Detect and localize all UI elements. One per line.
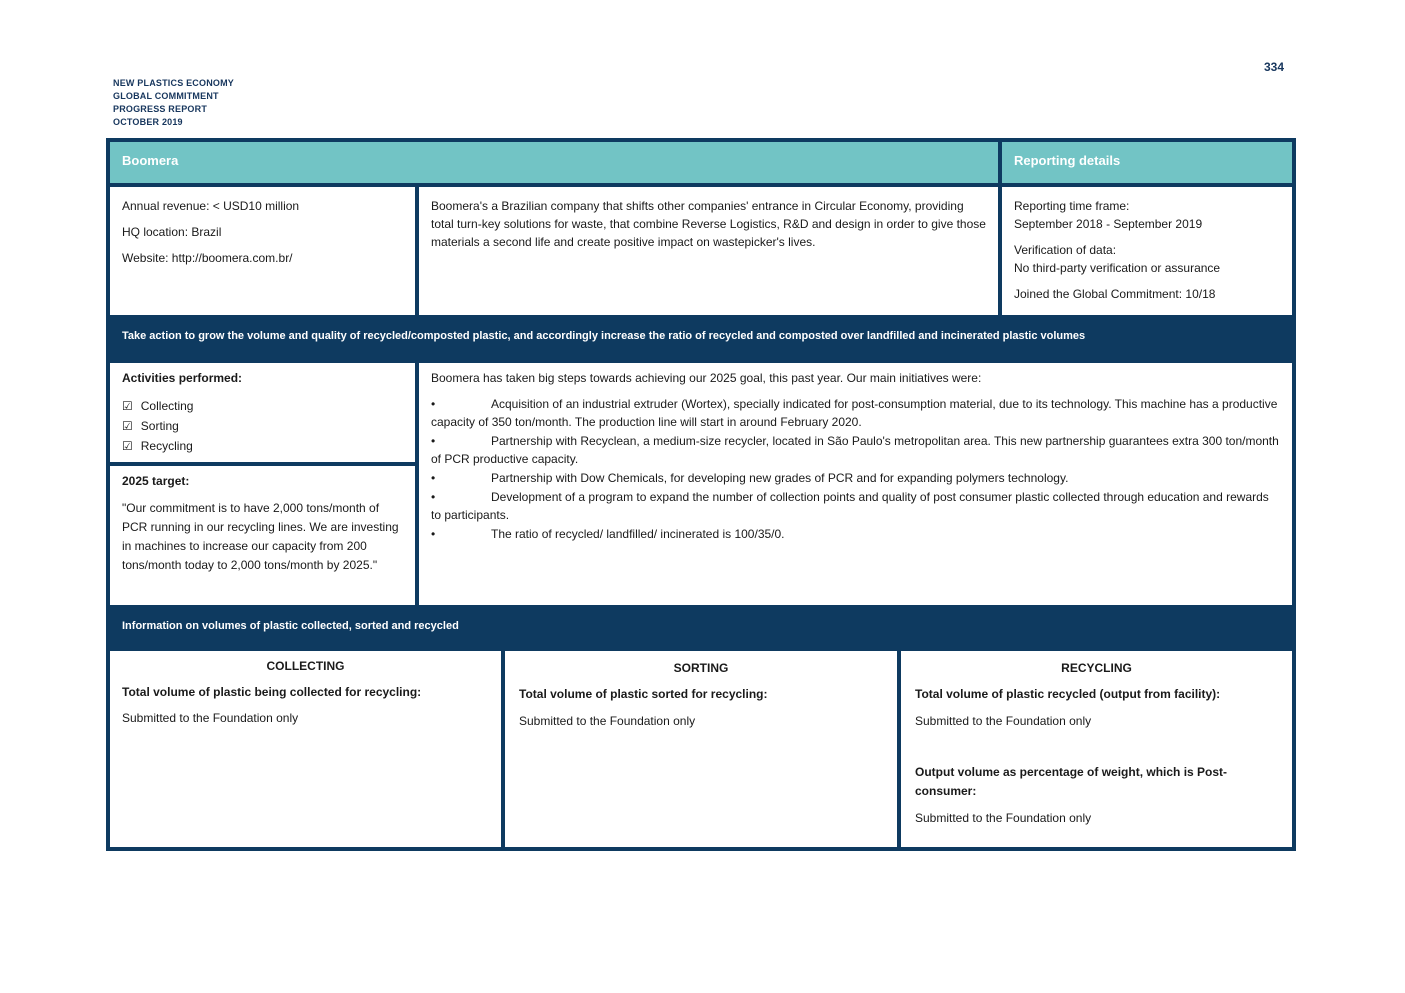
activities-label: Activities performed:: [122, 371, 243, 385]
time-frame-value: September 2018 - September 2019: [1014, 217, 1203, 231]
bullet-icon: •: [431, 434, 436, 448]
report-header-line: OCTOBER 2019: [113, 117, 183, 127]
activity-item: [122, 417, 403, 435]
recycling-panel: [901, 651, 1292, 847]
bullet-icon: •: [431, 490, 436, 504]
target-text: "Our commitment is to have 2,000 tons/month of PCR running in our recycling lines. We are investing in machines to increase our capacity from 200 tons/month today to 2,000 tons/month by 2025.": [122, 501, 399, 572]
initiatives-intro: Boomera has taken big steps towards achieving our 2025 goal, this past year. Our main initiatives were:: [431, 371, 982, 385]
recycling-title: RECYCLING: [1061, 661, 1132, 675]
initiatives-panel: [419, 363, 1292, 605]
verification-label: Verification of data:: [1014, 243, 1117, 257]
reporting-details-bar: [1002, 142, 1292, 183]
initiative-text: Development of a program to expand the number of collection points and quality of post consumer plastic collected through education and rewards to participants.: [431, 490, 1269, 522]
company-facts: [110, 187, 415, 315]
activity-item: [122, 397, 403, 415]
initiative-text: Acquisition of an industrial extruder (Wortex), specially indicated for post-consumption material, due to its technology. This machine has a productive capacity of 350 ton/month. The production line will start in around February 2020.: [431, 397, 1278, 429]
sorting-title: SORTING: [673, 661, 729, 675]
volumes-banner: [110, 609, 1292, 647]
initiative-item: [431, 395, 1280, 431]
volumes-banner-text: Information on volumes of plastic collected, sorted and recycled: [122, 620, 459, 632]
reporting-details: [1002, 187, 1292, 315]
initiative-text: The ratio of recycled/ landfilled/ incinerated is 100/35/0.: [491, 527, 785, 541]
collecting-title: COLLECTING: [266, 659, 345, 673]
joined-commitment: Joined the Global Commitment: 10/18: [1014, 287, 1216, 301]
hq-location: HQ location: Brazil: [122, 225, 222, 239]
company-profile-table: [106, 138, 1296, 851]
output-volume-label: Output volume as percentage of weight, which is Post-consumer:: [915, 765, 1228, 798]
checkbox-checked-icon: ☑: [122, 399, 133, 413]
initiative-item: [431, 525, 1280, 543]
bullet-icon: •: [431, 397, 436, 411]
initiative-item: [431, 469, 1280, 487]
initiative-text: Partnership with Recyclean, a medium-size recycler, located in São Paulo's metropolitan area. This new partnership guarantees extra 300 ton/month of PCR productive capacity.: [431, 434, 1279, 466]
recycling-label: Total volume of plastic recycled (output from facility):: [915, 687, 1221, 701]
output-volume-value: Submitted to the Foundation only: [915, 811, 1092, 825]
collecting-value: Submitted to the Foundation only: [122, 711, 299, 725]
annual-revenue: Annual revenue: < USD10 million: [122, 199, 300, 213]
initiative-item: [431, 488, 1280, 524]
verification-value: No third-party verification or assurance: [1014, 261, 1221, 275]
company-description: [419, 187, 998, 315]
company-description-text: Boomera's a Brazilian company that shifts other companies' entrance in Circular Economy, providing total turn-key solutions for waste, that combine Reverse Logistics, R&D and design in order to give those materials a second life and create positive impact on wastepicker's lives.: [431, 199, 986, 249]
target-label: 2025 target:: [122, 474, 190, 488]
sorting-panel: [505, 651, 897, 847]
report-header-line: PROGRESS REPORT: [113, 104, 208, 114]
activity-label: Sorting: [140, 419, 179, 433]
checkbox-checked-icon: ☑: [122, 439, 133, 453]
sorting-label: Total volume of plastic sorted for recycling:: [519, 687, 768, 701]
reporting-details-title: Reporting details: [1014, 153, 1121, 168]
company-name-bar: [110, 142, 998, 183]
activity-item: [122, 437, 403, 455]
action-banner: [110, 319, 1292, 359]
activity-label: Collecting: [140, 399, 194, 413]
report-header: [113, 77, 234, 129]
action-banner-text: Take action to grow the volume and quality of recycled/composted plastic, and accordingly increase the ratio of recycled and composted over landfilled and incinerated plastic volumes: [122, 330, 1086, 342]
company-name: Boomera: [122, 153, 179, 168]
report-header-line: NEW PLASTICS ECONOMY: [113, 78, 235, 88]
activities-panel: [110, 363, 415, 462]
activity-label: Recycling: [140, 439, 193, 453]
page-number: 334: [1264, 60, 1285, 74]
website: Website: http://boomera.com.br/: [122, 251, 293, 265]
bullet-icon: •: [431, 471, 436, 485]
recycling-value: Submitted to the Foundation only: [915, 714, 1092, 728]
report-header-line: GLOBAL COMMITMENT: [113, 91, 219, 101]
checkbox-checked-icon: ☑: [122, 419, 133, 433]
collecting-label: Total volume of plastic being collected for recycling:: [122, 685, 422, 699]
initiative-item: [431, 432, 1280, 468]
target-panel: [110, 466, 415, 605]
sorting-value: Submitted to the Foundation only: [519, 714, 696, 728]
collecting-panel: [110, 651, 501, 847]
bullet-icon: •: [431, 527, 436, 541]
time-frame-label: Reporting time frame:: [1014, 199, 1130, 213]
initiative-text: Partnership with Dow Chemicals, for developing new grades of PCR and for expanding polymers technology.: [491, 471, 1069, 485]
